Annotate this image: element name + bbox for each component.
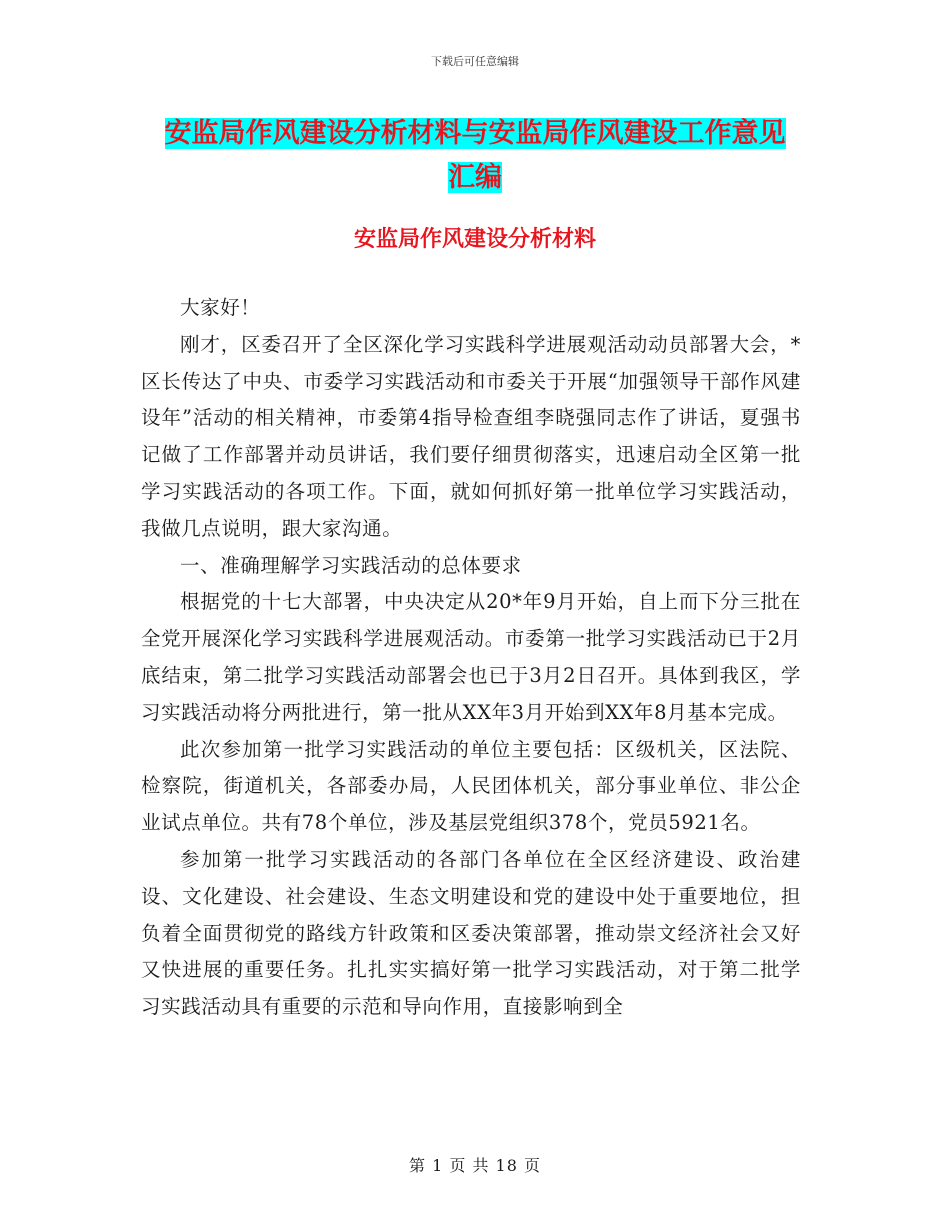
body-paragraph: 根据党的十七大部署，中央决定从20*年9月开始，自上而下分三批在全党开展深化学习实践科学进展观活动。市委第一批学习实践活动已于2月底结束，第二批学习实践活动部署会也已于3月2日召开。具体到我区，学习实践活动将分两批进行，第一批从XX年3月开始到XX年8月基本完成。 [141, 590, 801, 724]
main-title-line2: 汇编 [448, 162, 502, 193]
main-title [140, 112, 810, 200]
body-paragraph: 此次参加第一批学习实践活动的单位主要包括：区级机关，区法院、检察院，街道机关，各部委办局，人民团体机关，部分事业单位、非公企业试点单位。共有78个单位，涉及基层党组织378个，党员5921名。 [141, 737, 801, 835]
main-title-line1: 安监局作风建设分析材料与安监局作风建设工作意见 [164, 118, 786, 149]
greeting-paragraph: 大家好！ [180, 296, 261, 319]
body-paragraph: 参加第一批学习实践活动的各部门各单位在全区经济建设、政治建设、文化建设、社会建设、生态文明建设和党的建设中处于重要地位，担负着全面贯彻党的路线方针政策和区委决策部署，推动崇文经济社会又好又快进展的重要任务。扎扎实实搞好第一批学习实践活动，对于第二批学习实践活动具有重要的示范和导向作用，直接影响到全 [141, 847, 801, 1019]
page-footer: 第 1 页 共 18 页 [409, 1156, 541, 1175]
section-heading: 一、准确理解学习实践活动的总体要求 [180, 553, 522, 577]
header-note: 下载后可任意编辑 [431, 55, 519, 68]
document-body [141, 290, 801, 1026]
body-paragraph: 刚才，区委召开了全区深化学习实践科学进展观活动动员部署大会，*区长传达了中央、市委学习实践活动和市委关于开展“加强领导干部作风建设年”活动的相关精神，市委第4指导检查组李晓强同志作了讲话，夏强书记做了工作部署并动员讲话，我们要仔细贯彻落实，迅速启动全区第一批学习实践活动的各项工作。下面，就如何抓好第一批单位学习实践活动，我做几点说明，跟大家沟通。 [141, 332, 801, 540]
section-title: 安监局作风建设分析材料 [353, 227, 596, 252]
